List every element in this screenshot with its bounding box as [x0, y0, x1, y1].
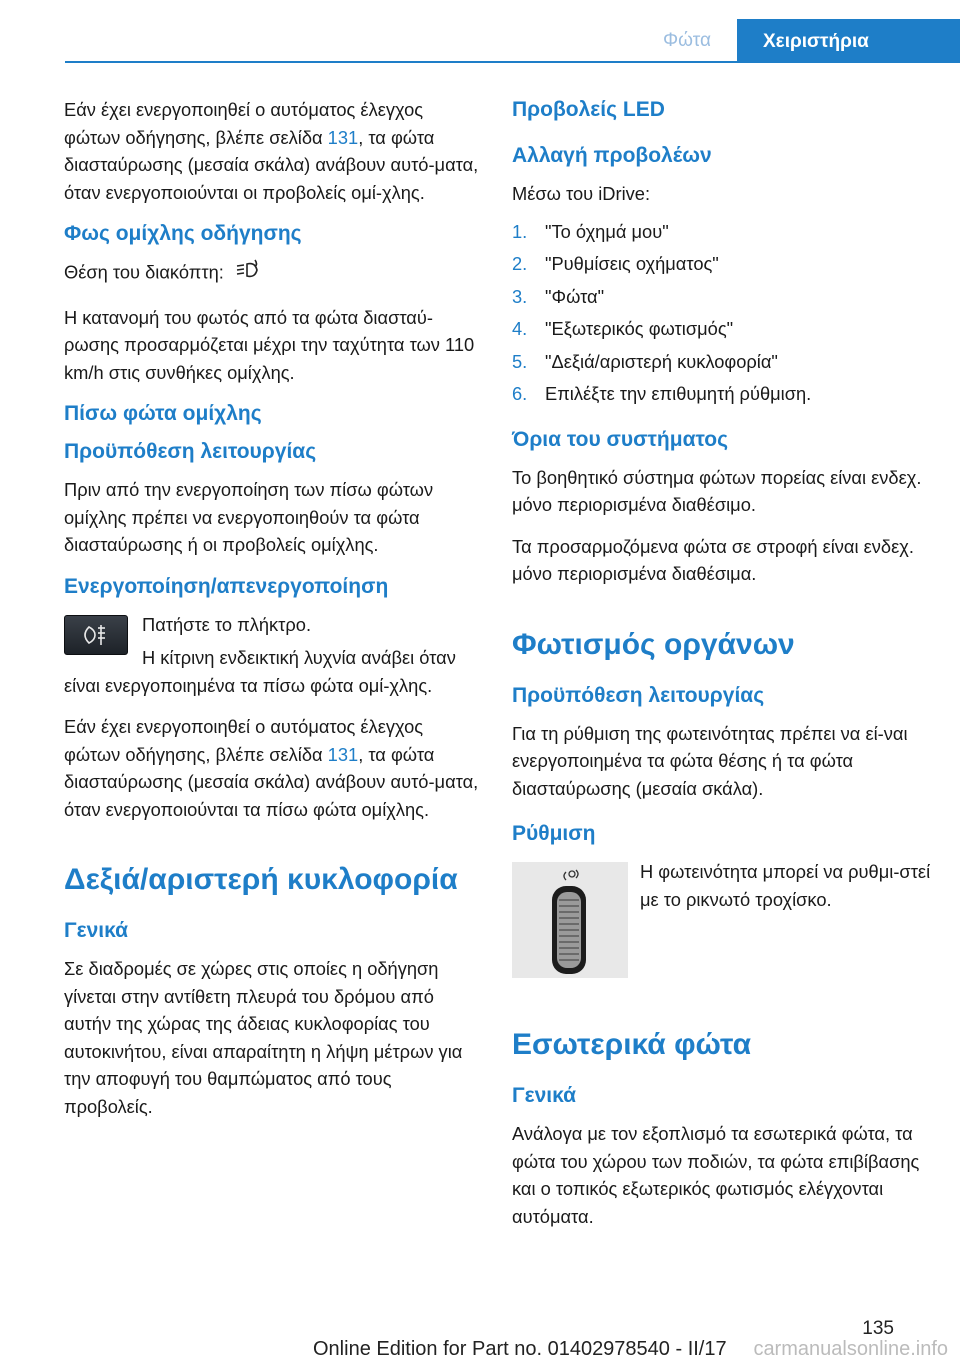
indicator-text: Η κίτρινη ενδεικτική λυχνία ανάβει όταν είναι ενεργοποιημένα τα πίσω φώτα ομί‐χλης. [64, 647, 456, 696]
steps-list [512, 218, 932, 408]
limits-text-2: Τα προσαρμοζόμενα φώτα σε στροφή είναι ενδεχ. μόνο περιορισμένα διαθέσιμα. [512, 535, 914, 584]
prereq-text: Πριν από την ενεργοποίηση των πίσω φώτων ομίχλης πρέπει να ενεργοποιηθούν τα φώτα διασταύρωσης ή οι προβολείς ομίχλης. [64, 479, 434, 555]
thumbwheel-icon [512, 862, 628, 978]
list-item: 1. "Το όχημά μου" [512, 220, 669, 242]
rear-fog-heading: Πίσω φώτα ομίχλης [64, 402, 262, 425]
list-item: 5. "Δεξιά/αριστερή κυκλοφορία" [512, 350, 778, 372]
page-link-2[interactable]: 131 [327, 743, 359, 765]
limits-heading: Όρια του συστήματος [512, 427, 729, 451]
fog-light-switch-icon [235, 258, 265, 290]
list-item: 6. Επιλέξτε την επιθυμητή ρύθμιση. [512, 383, 812, 404]
prereq-heading: Προϋπόθεση λειτουργίας [64, 440, 317, 463]
interior-text: Ανάλογα με τον εξοπλισμό τα εσωτερικά φώτα, τα φώτα του χώρου των ποδιών, τα φώτα επιβίβασης και ο τοπικός εξωτερικός φωτισμός ελέγχονται αυτόματα. [512, 1123, 920, 1227]
chapter-tab[interactable]: Χειριστήρια [737, 19, 960, 63]
instr-prereq-heading: Προϋπόθεση λειτουργίας [512, 683, 765, 707]
section-tab[interactable]: Φώτα [663, 30, 711, 51]
auto-paragraph: Εάν έχει ενεργοποιηθεί ο αυτόματος έλεγχος φώτων οδήγησης, βλέπε σελίδα 131, τα φώτα διασταύρωσης (μεσαία σκάλα) ανάβουν αυτό‐ματα, όταν ενεργοποιούνται τα πίσω φώτα ομίχλης. [64, 716, 479, 820]
left-column [64, 96, 484, 1134]
list-item: 4. "Εξωτερικός φωτισμός" [512, 318, 734, 339]
instrument-lighting-heading: Φωτισμός οργάνων [512, 627, 795, 661]
interior-general-heading: Γενικά [512, 1084, 577, 1107]
onoff-heading: Ενεργοποίηση/απενεργοποίηση [64, 574, 389, 598]
general-heading: Γενικά [64, 919, 129, 942]
change-heading: Αλλαγή προβολέων [512, 144, 712, 167]
adjust-text: Η φωτεινότητα μπορεί να ρυθμι‐στεί με το ρικνωτό τροχίσκο. [640, 861, 931, 910]
interior-lights-heading: Εσωτερικά φώτα [512, 1028, 752, 1061]
press-key-text: Πατήστε το πλήκτρο. [142, 613, 312, 635]
edition-info: Online Edition for Part no. 01402978540 - II/17 [313, 1338, 727, 1360]
list-item: 3. "Φώτα" [512, 285, 605, 307]
switch-position: Θέση του διακόπτη: [64, 258, 484, 290]
adjust-block [512, 858, 932, 988]
via-idrive: Μέσω του iDrive: [512, 183, 651, 204]
watermark: carmanualsonline.info [753, 1338, 948, 1360]
fog-drive-heading: Φως ομίχλης οδήγησης [64, 222, 302, 245]
rear-fog-button-block [64, 611, 484, 700]
instr-prereq-text: Για τη ρύθμιση της φωτεινότητας πρέπει να εί‐ναι ενεργοποιημένα τα φώτα θέσης ή τα φώτα διασταύρωσης (μεσαία σκάλα). [512, 722, 908, 799]
limits-text-1: Το βοηθητικό σύστημα φώτων πορείας είναι ενδεχ. μόνο περιορισμένα διαθέσιμο. [512, 466, 922, 515]
adjust-heading: Ρύθμιση [512, 822, 596, 845]
fog-drive-text: Η κατανομή του φωτός από τα φώτα διασταύ‐ρωσης προσαρμόζεται μέχρι την ταχύτητα των 110 km/h στις συνθήκες ομίχλης. [64, 306, 475, 383]
page-link[interactable]: 131 [327, 126, 359, 148]
right-column [512, 96, 932, 1244]
traffic-heading: Δεξιά/αριστερή κυκλοφορία [64, 863, 458, 896]
general-text: Σε διαδρομές σε χώρες στις οποίες η οδήγηση γίνεται στην αντίθετη πλευρά του δρόμου από αυτήν της χώρας της άδειας κυκλοφορίας του αυτοκινήτου, είναι απαραίτητη η λήψη μέτρων για την αποφυγή του θαμπώματος από τους προβολείς. [64, 958, 463, 1117]
led-heading: Προβολείς LED [512, 98, 665, 121]
page-number: 135 [862, 1318, 894, 1339]
intro-paragraph: Εάν έχει ενεργοποιηθεί ο αυτόματος έλεγχος φώτων οδήγησης, βλέπε σελίδα 131, τα φώτα διασταύρωσης (μεσαία σκάλα) ανάβουν αυτό‐ματα, όταν ενεργοποιούνται οι προβολείς ομί‐χλης. [64, 99, 479, 203]
list-item: 2. "Ρυθμίσεις οχήματος" [512, 253, 719, 274]
rear-fog-button-icon [64, 615, 128, 655]
